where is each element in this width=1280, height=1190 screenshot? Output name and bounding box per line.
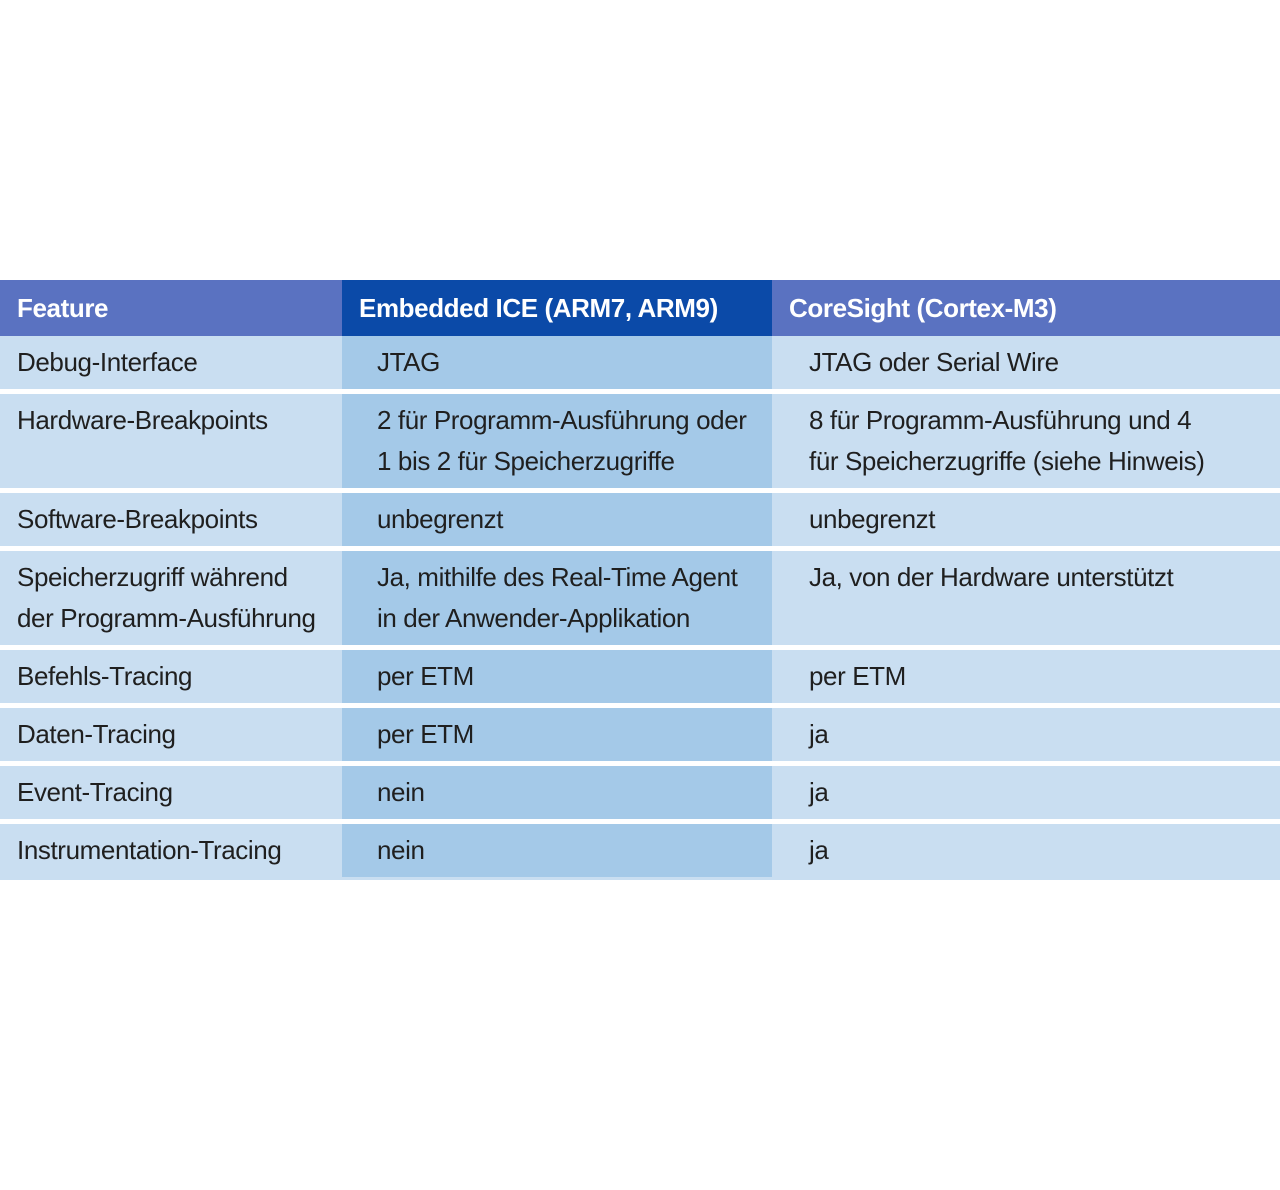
header-coresight: CoreSight (Cortex-M3): [772, 280, 1280, 336]
table-row: [0, 703, 1280, 761]
cell-coresight: [772, 488, 1280, 546]
cell-embedded-ice: [342, 336, 772, 389]
cell-coresight: [772, 819, 1280, 880]
cell-line: unbegrenzt: [809, 504, 936, 534]
table-body: [0, 336, 1280, 880]
cell-feature: [0, 819, 342, 880]
table-row: [0, 761, 1280, 819]
cell-feature: [0, 336, 342, 389]
cell-feature: [0, 761, 342, 819]
cell-embedded-ice: [342, 761, 772, 819]
cell-embedded-ice: [342, 703, 772, 761]
cell-feature: [0, 488, 342, 546]
cell-embedded-ice: [342, 389, 772, 488]
cell-line: per ETM: [377, 661, 474, 691]
header-embedded-ice: Embedded ICE (ARM7, ARM9): [342, 280, 772, 336]
cell-line: Ja, mithilfe des Real-Time Agent: [377, 562, 738, 592]
cell-line: Befehls-Tracing: [17, 661, 193, 691]
cell-line: JTAG oder Serial Wire: [809, 347, 1059, 377]
cell-line: unbegrenzt: [377, 504, 504, 534]
cell-line: Daten-Tracing: [17, 719, 176, 749]
cell-line: 2 für Programm-Ausführung oder: [377, 405, 747, 435]
cell-feature: [0, 645, 342, 703]
cell-line: Speicherzugriff während: [17, 562, 288, 592]
cell-line: Instrumentation-Tracing: [17, 835, 282, 865]
cell-embedded-ice: [342, 645, 772, 703]
cell-line: Hardware-Breakpoints: [17, 405, 268, 435]
cell-line: Debug-Interface: [17, 347, 198, 377]
cell-line: per ETM: [809, 661, 906, 691]
cell-line: ja: [809, 835, 829, 865]
cell-coresight: [772, 546, 1280, 645]
table-row: [0, 389, 1280, 488]
header-feature: Feature: [0, 280, 342, 336]
cell-line: Software-Breakpoints: [17, 504, 258, 534]
cell-line: für Speicherzugriffe (siehe Hinweis): [809, 446, 1205, 476]
cell-feature: [0, 389, 342, 488]
cell-line: 8 für Programm-Ausführung und 4: [809, 405, 1192, 435]
cell-line: JTAG: [377, 347, 440, 377]
cell-feature: [0, 703, 342, 761]
cell-embedded-ice: [342, 819, 772, 880]
comparison-table: [0, 280, 1280, 880]
cell-coresight: [772, 389, 1280, 488]
cell-line: ja: [809, 719, 829, 749]
cell-coresight: [772, 336, 1280, 389]
cell-coresight: [772, 761, 1280, 819]
cell-line: nein: [377, 777, 425, 807]
table-header-row: [0, 280, 1280, 336]
table-row: [0, 546, 1280, 645]
cell-embedded-ice: [342, 488, 772, 546]
cell-line: ja: [809, 777, 829, 807]
cell-line: Ja, von der Hardware unterstützt: [809, 562, 1174, 592]
cell-line: 1 bis 2 für Speicherzugriffe: [377, 446, 675, 476]
cell-line: Event-Tracing: [17, 777, 173, 807]
cell-line: nein: [377, 835, 425, 865]
cell-coresight: [772, 703, 1280, 761]
cell-coresight: [772, 645, 1280, 703]
table-row: [0, 336, 1280, 389]
table-row: [0, 488, 1280, 546]
table-row: [0, 819, 1280, 880]
cell-line: der Programm-Ausführung: [17, 603, 316, 633]
cell-line: per ETM: [377, 719, 474, 749]
cell-line: in der Anwender-Applikation: [377, 603, 690, 633]
cell-feature: [0, 546, 342, 645]
table-row: [0, 645, 1280, 703]
cell-embedded-ice: [342, 546, 772, 645]
